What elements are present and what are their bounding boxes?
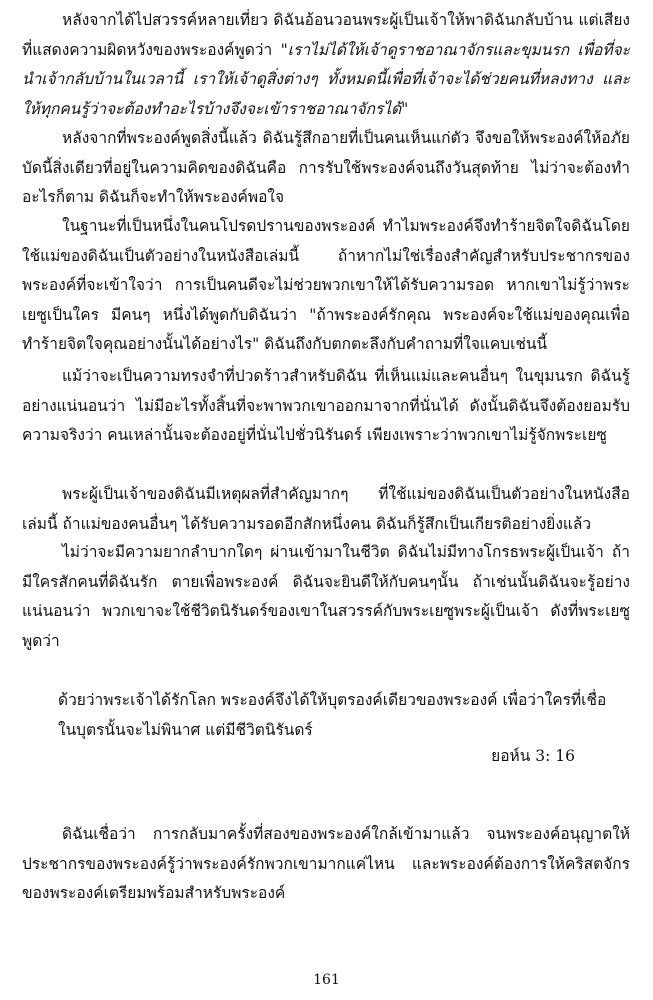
closing-paragraph xyxy=(22,820,630,909)
paragraph-2-text: หลังจากที่พระองค์พูดสิ่งนี้แล้ว ดิฉันรู้สึกอายที่เป็นคนเห็นแก่ตัว จึงขอให้พระองค์ให้อภัย บัดนี้สิ่งเดียวที่อยู่ในความคิดของดิฉันคือ การรับใช้พระองค์จนถึงวันสุดท้าย ไม่ว่าจะต้องทำอะไรก็ตาม ดิฉันก็จะทำให้พระองค์พอใจ xyxy=(22,129,630,207)
closing-paragraph-text: ดิฉันเชื่อว่า การกลับมาครั้งที่สองของพระองค์ใกล้เข้ามาแล้ว จนพระองค์อนุญาตให้ประชากรของพระองค์รู้ว่าพระองค์รักพวกเขามากแค่ไหน และพระองค์ต้องการให้คริสตจักรของพระองค์เตรียมพร้อมสำหรับพระองค์ xyxy=(22,825,630,903)
paragraph-3 xyxy=(22,212,630,360)
paragraph-1-lead: หลังจากได้ไปสวรรค์หลายเที่ยว ดิฉันอ้อนวอนพระผู้เป็นเจ้าให้พาดิฉันกลับบ้าน แต่เสียงที่แสดงความผิดหวังของพระองค์พูดว่า xyxy=(22,11,630,59)
paragraph-1 xyxy=(22,6,630,124)
paragraph-5 xyxy=(22,480,630,539)
paragraph-1-quote: "เราไม่ได้ให้เจ้าดูราชอาณาจักรและขุมนรก เพื่อที่จะนำเจ้ากลับบ้านในเวลานี้ เราให้เจ้าดูสิ่งต่างๆ ทั้งหมดนี้เพื่อที่เจ้าจะได้ช่วยคนที่หลงทาง และให้ทุกคนรู้ว่าจะต้องทำอะไรบ้างจึงจะเข้าราชอาณาจักรได้" xyxy=(22,40,630,118)
paragraph-5-text: พระผู้เป็นเจ้าของดิฉันมีเหตุผลที่สำคัญมากๆ ที่ใช้แม่ของดิฉันเป็นตัวอย่างในหนังสือเล่มนี้ ถ้าแม่ของคนอื่นๆ ได้รับความรอดอีกสักหนึ่งคน ดิฉันก็รู้สึกเป็นเกียรติอย่างยิ่งแล้ว xyxy=(22,485,630,533)
verse-reference: ยอห์น 3: 16 xyxy=(491,747,575,765)
paragraph-2 xyxy=(22,124,630,213)
paragraph-6-text: ไม่ว่าจะมีความยากลำบากใดๆ ผ่านเข้ามาในชีวิต ดิฉันไม่มีทางโกรธพระผู้เป็นเจ้า ถ้ามีใครสักคนที่ดิฉันรัก ตายเพื่อพระองค์ ดิฉันจะยินดีให้กับคนๆนั้น ถ้าเช่นนั้นดิฉันจะรู้อย่างแน่นอนว่า พวกเขาจะใช้ชีวิตนิรันดร์ของเขาในสวรรค์กับพระเยซูพระผู้เป็นเจ้า ดังที่พระเยซูพูดว่า xyxy=(22,543,630,650)
bible-verse: ด้วยว่าพระเจ้าได้รักโลก พระองค์จึงได้ให้บุตรองค์เดียวของพระองค์ เพื่อว่าใครที่เชื่อในบุตรนั้นจะไม่พินาศ แต่มีชีวิตนิรันดร์ xyxy=(58,691,607,739)
paragraph-6 xyxy=(22,538,630,656)
paragraph-4-text: แม้ว่าจะเป็นความทรงจำที่ปวดร้าวสำหรับดิฉัน ที่เห็นแม่และคนอื่นๆ ในขุมนรก ดิฉันรู้อย่างแน่นอนว่า ไม่มีอะไรทั้งสิ้นที่จะพาพวกเขาออกมาจากที่นั่นได้ ดังนั้นดิฉันจึงต้องยอมรับความจริงว่า คนเหล่านั้นจะต้องอยู่ที่นั่นไปชั่วนิรันดร์ เพียงเพราะว่าพวกเขาไม่รู้จักพระเยซู xyxy=(22,367,630,445)
paragraph-3-text: ในฐานะที่เป็นหนึ่งในคนโปรดปรานของพระองค์ ทำไมพระองค์จึงทำร้ายจิตใจดิฉันโดยใช้แม่ของดิฉันเป็นตัวอย่างในหนังสือเล่มนี้ ถ้าหากไม่ใช่เรื่องสำคัญสำหรับประชากรของพระองค์ที่จะเข้าใจว่า การเป็นคนดีจะไม่ช่วยพวกเขาให้ได้รับความรอด หากเขาไม่รู้ว่าพระเยซูเป็นใคร มีคนๆ หนึ่งได้พูดกับดิฉันว่า "ถ้าพระองค์รักคุณ พระองค์จะใช้แม่ของคุณเพื่อทำร้ายจิตใจคุณอย่างนั้นได้อย่างไร" ดิฉันถึงกับตกตะลึงกับคำถามที่ใจแคบเช่นนี้ xyxy=(22,217,630,354)
paragraph-4 xyxy=(22,362,630,451)
page-number: 161 xyxy=(313,972,340,988)
